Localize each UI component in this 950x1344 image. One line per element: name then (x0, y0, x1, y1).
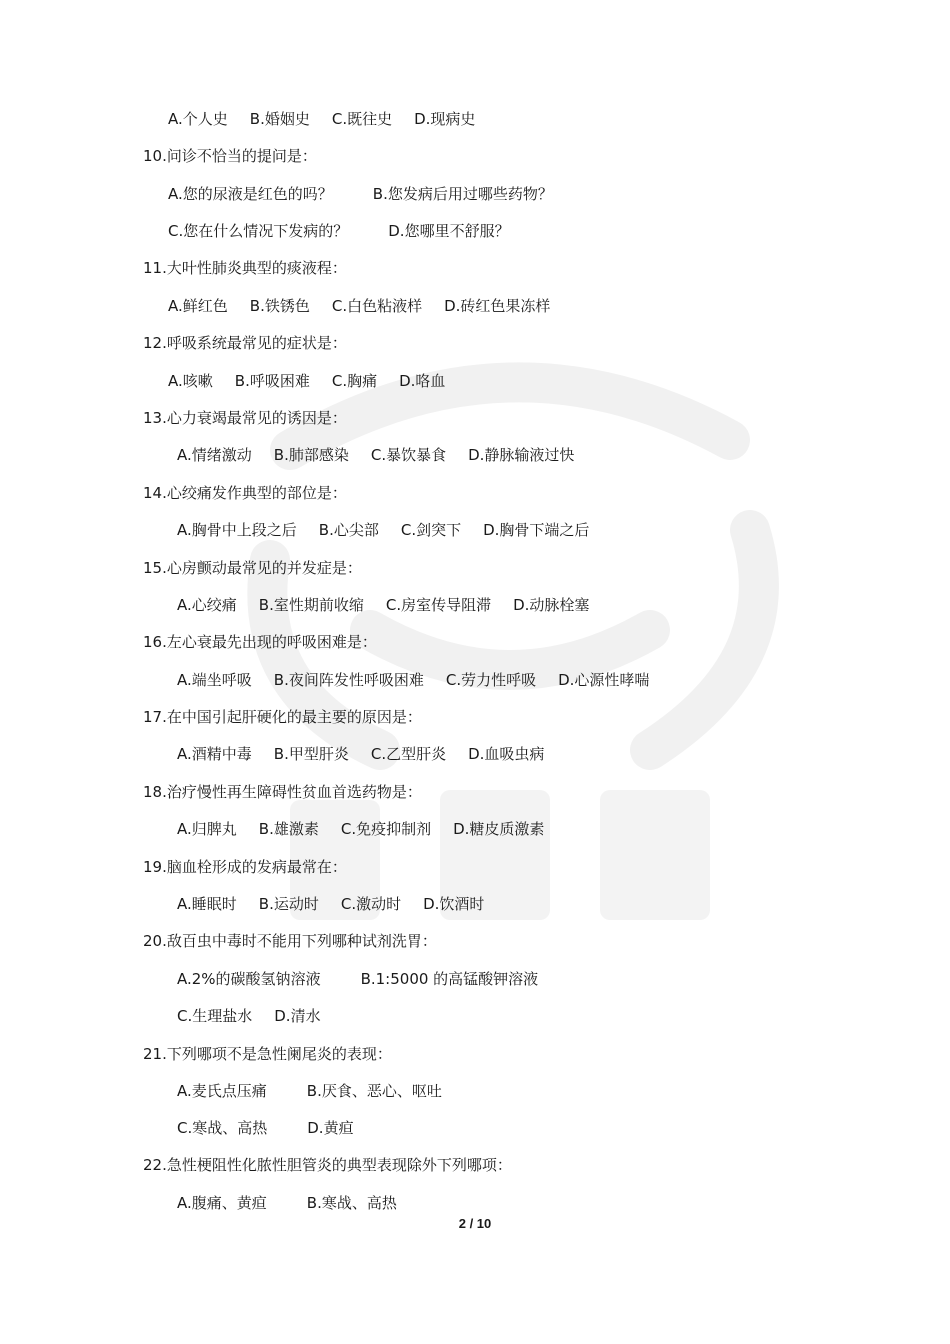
question-text: 10.问诊不恰当的提问是： (143, 147, 317, 165)
question-text: 19.脑血栓形成的发病最常在： (143, 858, 347, 876)
answer-option: D.糖皮质激素 (453, 820, 545, 838)
answer-option: B.铁锈色 (249, 297, 310, 315)
option-row (177, 1081, 482, 1101)
option-row (168, 221, 550, 241)
answer-option: C.免疫抑制剂 (340, 820, 432, 838)
option-row (168, 109, 497, 129)
answer-option: B.甲型肝炎 (273, 745, 349, 763)
answer-option: D.动脉栓塞 (513, 596, 590, 614)
answer-option: A.麦氏点压痛 (177, 1082, 267, 1100)
answer-option: C.激动时 (340, 895, 402, 913)
answer-option: A.心绞痛 (177, 596, 237, 614)
answer-option: D.饮酒时 (423, 895, 485, 913)
option-row (177, 670, 671, 690)
answer-option: D.您哪里不舒服？ (388, 222, 510, 240)
question-text: 11.大叶性肺炎典型的痰液程： (143, 259, 347, 277)
question-text: 13.心力衰竭最常见的诱因是： (143, 409, 347, 427)
answer-option: B.室性期前收缩 (258, 596, 364, 614)
answer-option: B.肺部感染 (273, 446, 349, 464)
question-text: 14.心绞痛发作典型的部位是： (143, 484, 347, 502)
option-row (177, 1006, 343, 1026)
question-text: 21.下列哪项不是急性阑尾炎的表现： (143, 1045, 392, 1063)
answer-option: A.您的尿液是红色的吗？ (168, 185, 333, 203)
answer-option: B.雄激素 (258, 820, 319, 838)
option-row (177, 969, 578, 989)
answer-option: B.您发病后用过哪些药物？ (372, 185, 553, 203)
option-row (177, 744, 566, 764)
question-text: 17.在中国引起肝硬化的最主要的原因是： (143, 708, 422, 726)
answer-option: D.清水 (274, 1007, 321, 1025)
answer-option: C.白色粘液样 (331, 297, 423, 315)
option-row (168, 296, 572, 316)
page-number: 2 / 10 (458, 1216, 492, 1231)
answer-option: A.咳嗽 (168, 372, 213, 390)
answer-option: D.心源性哮喘 (558, 671, 650, 689)
answer-option: C.乙型肝炎 (370, 745, 447, 763)
answer-option: A.归脾丸 (177, 820, 237, 838)
answer-option: B.心尖部 (318, 521, 379, 539)
question-text: 18.治疗慢性再生障碍性贫血首选药物是： (143, 783, 422, 801)
answer-option: D.砖红色果冻样 (444, 297, 551, 315)
answer-option: A.个人史 (168, 110, 228, 128)
answer-option: B.运动时 (258, 895, 319, 913)
answer-option: A.胸骨中上段之后 (177, 521, 297, 539)
option-row (177, 894, 506, 914)
answer-option: A.腹痛、黄疸 (177, 1194, 267, 1212)
answer-option: D.黄疸 (307, 1119, 354, 1137)
option-row (177, 1118, 394, 1138)
question-text: 15.心房颤动最常见的并发症是： (143, 559, 362, 577)
answer-option: B.厌食、恶心、呕吐 (306, 1082, 442, 1100)
answer-option: A.2%的碳酸氢钠溶液 (177, 970, 321, 988)
answer-option: A.酒精中毒 (177, 745, 252, 763)
answer-option: D.血吸虫病 (468, 745, 545, 763)
option-row (177, 520, 611, 540)
answer-option: A.睡眠时 (177, 895, 237, 913)
answer-option: D.静脉输液过快 (468, 446, 575, 464)
answer-option: A.端坐呼吸 (177, 671, 252, 689)
answer-option: C.既往史 (331, 110, 393, 128)
answer-option: B.1:5000 的高锰酸钾溶液 (360, 970, 539, 988)
answer-option: C.剑突下 (400, 521, 462, 539)
question-text: 20.敌百虫中毒时不能用下列哪种试剂洗胃： (143, 932, 437, 950)
option-row (177, 1193, 437, 1213)
answer-option: C.生理盐水 (177, 1007, 253, 1025)
answer-option: C.暴饮暴食 (370, 446, 447, 464)
option-row (168, 184, 593, 204)
answer-option: B.寒战、高热 (306, 1194, 397, 1212)
question-text: 16.左心衰最先出现的呼吸困难是： (143, 633, 377, 651)
answer-option: C.寒战、高热 (177, 1119, 268, 1137)
option-row (177, 819, 566, 839)
answer-option: B.夜间阵发性呼吸困难 (273, 671, 424, 689)
answer-option: C.房室传导阻滞 (385, 596, 492, 614)
question-text: 12.呼吸系统最常见的症状是： (143, 334, 347, 352)
answer-option: C.劳力性呼吸 (445, 671, 537, 689)
option-row (177, 595, 611, 615)
option-row (168, 371, 467, 391)
answer-option: A.情绪激动 (177, 446, 252, 464)
question-text: 22.急性梗阻性化脓性胆管炎的典型表现除外下列哪项： (143, 1156, 512, 1174)
answer-option: B.呼吸困难 (234, 372, 310, 390)
answer-option: D.现病史 (414, 110, 476, 128)
answer-option: D.胸骨下端之后 (483, 521, 590, 539)
answer-option: A.鲜红色 (168, 297, 228, 315)
answer-option: C.胸痛 (331, 372, 378, 390)
answer-option: B.婚姻史 (249, 110, 310, 128)
answer-option: D.咯血 (399, 372, 446, 390)
option-row (177, 445, 596, 465)
answer-option: C.您在什么情况下发病的？ (168, 222, 349, 240)
